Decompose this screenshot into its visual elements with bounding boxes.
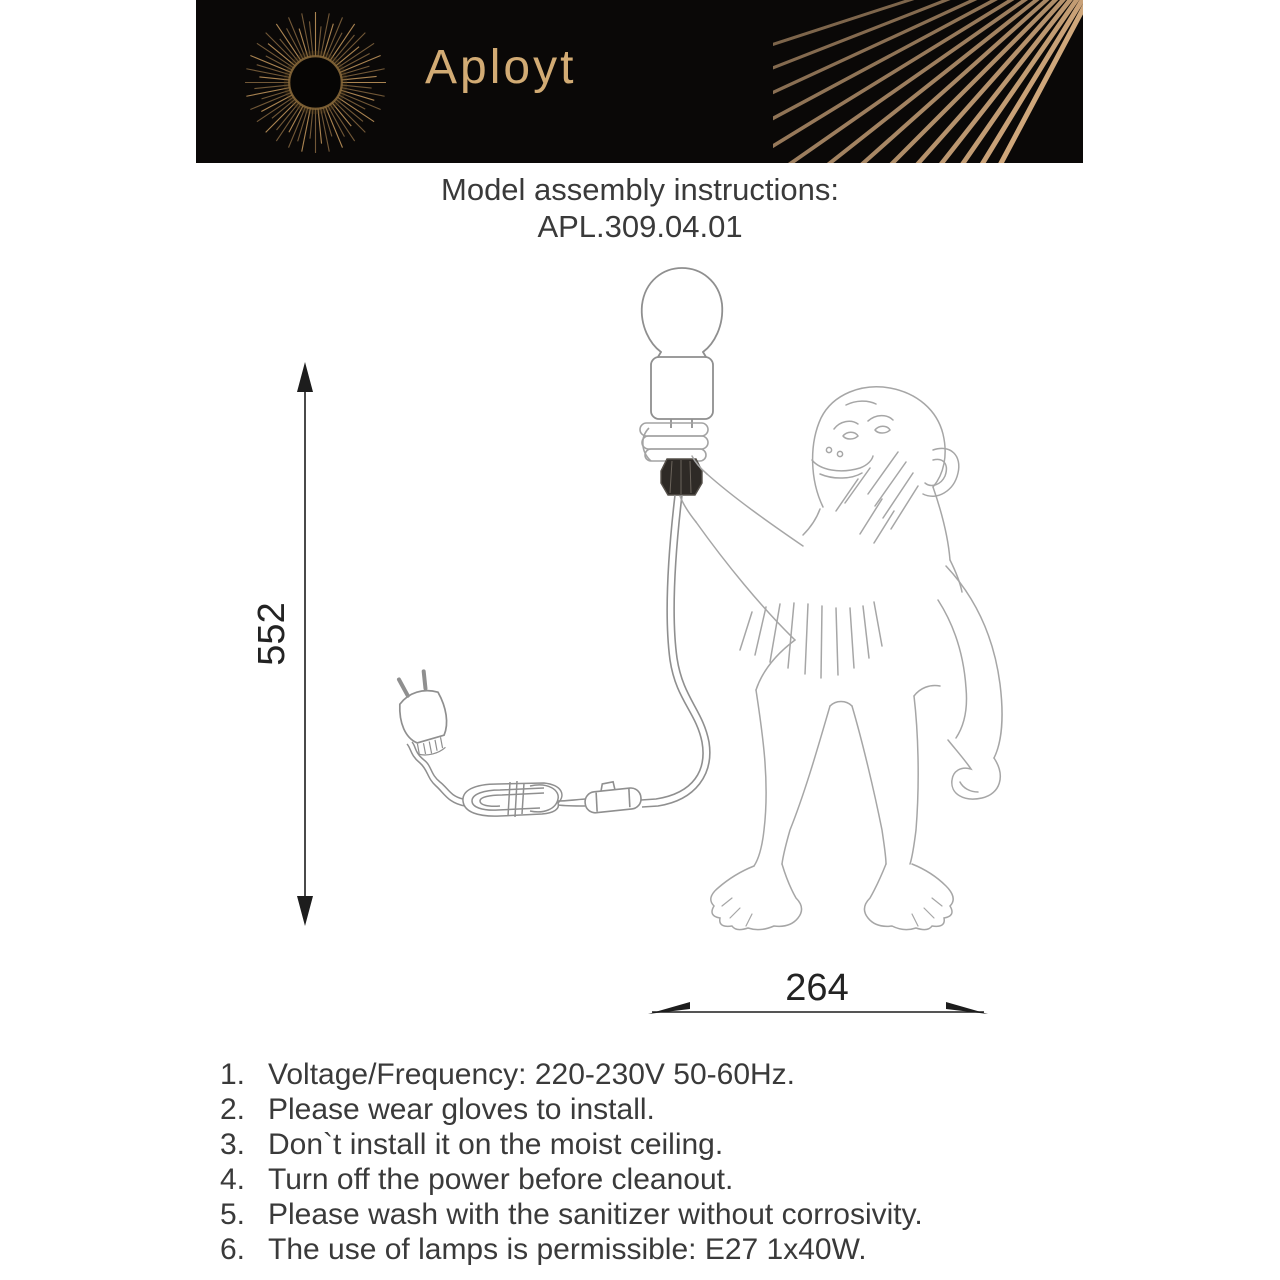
instruction-item <box>0 1057 1280 1092</box>
title-line1: Model assembly instructions: <box>441 172 839 207</box>
title-line2-model-code: APL.309.04.01 <box>537 209 743 244</box>
instruction-item <box>0 1197 1280 1232</box>
brand-name: Aployt <box>425 41 577 94</box>
height-dimension-label: 552 <box>251 602 293 666</box>
instruction-item <box>0 1127 1280 1162</box>
item-number: 5. <box>219 1198 245 1231</box>
cord-coil-drawing <box>463 781 562 817</box>
instruction-item <box>0 1092 1280 1127</box>
item-number: 2. <box>219 1093 245 1126</box>
instruction-item <box>0 1162 1280 1197</box>
lamp-socket-drawing <box>651 357 713 428</box>
item-text: Voltage/Frequency: 220-230V 50-60Hz. <box>268 1058 796 1091</box>
item-number: 4. <box>219 1163 245 1196</box>
item-text: Don`t install it on the moist ceiling. <box>268 1128 724 1161</box>
power-cord-drawing <box>558 495 710 807</box>
item-text: Please wear gloves to install. <box>268 1093 655 1126</box>
item-number: 1. <box>219 1058 245 1091</box>
item-number: 3. <box>219 1128 245 1161</box>
light-bulb-drawing <box>642 268 723 357</box>
height-dimension-arrow <box>297 362 313 926</box>
cord-switch-drawing <box>583 779 642 814</box>
monkey-figure-drawing <box>680 387 1002 930</box>
width-dimension-label: 264 <box>785 967 849 1009</box>
instruction-list <box>0 1057 1280 1267</box>
cord-wave-to-plug <box>407 742 465 806</box>
item-text: Please wash with the sanitizer without corrosivity. <box>268 1198 923 1231</box>
grip-connector <box>661 459 702 495</box>
item-text: Turn off the power before cleanout. <box>268 1163 734 1196</box>
monkey-hand-grip <box>640 423 708 461</box>
item-text: The use of lamps is permissible: E27 1x40W. <box>268 1233 867 1266</box>
instruction-item <box>0 1232 1280 1267</box>
power-plug-drawing <box>390 669 456 760</box>
item-number: 6. <box>219 1233 245 1266</box>
